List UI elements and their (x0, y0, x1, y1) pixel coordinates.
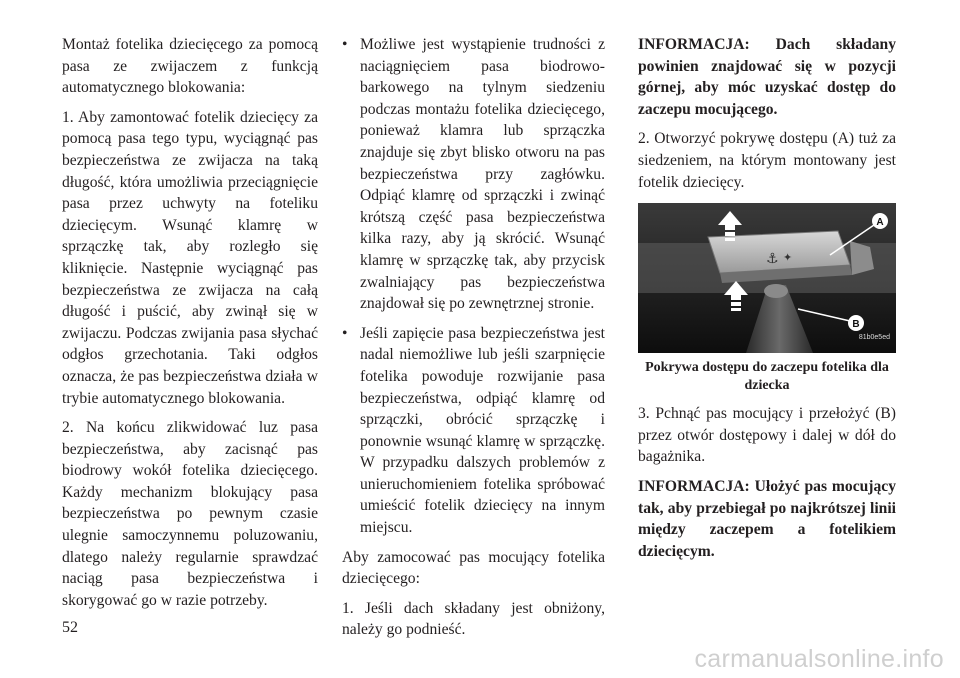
step-2-text: 2. Na końcu zlikwidować luz pasa bezpieczeństwa, aby zacisnąć pas biodrowy wokół fotelika dziecięcego. Każdy mechanizm blokujący pasa bezpieczeństwa po pewnym czasie ulegnie samoczynnemu poluzowaniu, dlatego należy regularnie sprawdzać naciąg pasa bezpieczeństwa i skorygować go w razie potrzeby. (62, 419, 318, 609)
bullet-item (342, 34, 605, 315)
bullet-item (342, 323, 605, 539)
note-shortest-path: INFORMACJA: Ułożyć pas mocujący tak, aby przebiegał po najkrótszej linii między zaczepem a fotelikiem dziecięcym. (638, 477, 896, 560)
access-cover-illustration (638, 203, 896, 353)
bullet-symbol: • (342, 36, 348, 53)
tether-intro-text: Montaż fotelika dziecięcego za pomocą pasa ze zwijaczem z funkcją automatycznego blokowania: (62, 36, 318, 97)
bullet-text: Możliwe jest wystąpienie trudności z naciągnięciem pasa biodrowo-barkowego na tylnym siedzeniu podczas montażu fotelika dziecięcego, ponieważ klamra lub sprzączka znajduje się zbyt blisko otworu na pas bezpieczeństwa przy zagłówku. Odpiąć klamrę od sprzączki i zwinąć krótszą część pasa bezpieczeństwa kilka razy, aby ją skrócić. Wsunąć klamrę w sprzączkę tak, aby przycisk zwalniający pas bezpieczeństwa znajdował się po zewnętrznej stronie. (360, 36, 605, 313)
step-1-text: 1. Aby zamontować fotelik dziecięcy za pomocą pasa tego typu, wyciągnąć pas bezpieczeństwa ze zwijacza na taką długość, która umożliwia przeciągnięcie pasa przez uchwyty na foteliku dziecięcym. Wsunąć klamrę w sprzączkę tak, aby rozległo się kliknięcie. Następnie wyciągnąć pas bezpieczeństwa ze zwijacza na całą długość i puścić, aby zwinął się w zwijaczu. Podczas zwijania pasa słychać odgłos grzechotania. Taki odgłos oznacza, że pas bezpieczeństwa działa w trybie automatycznego blokowania. (62, 108, 318, 407)
tether-step-1: 1. Jeśli dach składany jest obniżony, należy go podnieść. (342, 599, 605, 639)
column-middle (342, 34, 605, 649)
tether-step-3: 3. Pchnąć pas mocujący i przełożyć (B) przez otwór dostępowy i dalej w dół do bagażnika. (638, 405, 896, 466)
figure-caption: Pokrywa dostępu do zaczepu fotelika dla dziecka (645, 360, 889, 394)
column-left (62, 34, 318, 619)
column-right (638, 34, 896, 570)
bullet-symbol: • (342, 324, 348, 342)
callout-b-label: B (852, 319, 860, 331)
page-number: 52 (62, 619, 78, 636)
tether-step-2: 2. Otworzyć pokrywę dostępu (A) tuż za siedzeniem, na którym montowany jest fotelik dziecięcy. (638, 130, 896, 191)
note-top-position: INFORMACJA: Dach składany powinien znajdować się w pozycji górnej, aby móc uzyskać dostęp do zaczepu mocującego. (638, 36, 896, 118)
svg-text:✦: ✦ (783, 251, 793, 265)
callout-a-label: A (876, 217, 884, 229)
tether-mount-intro: Aby zamocować pas mocujący fotelika dziecięcego: (342, 548, 605, 588)
access-cover-figure (638, 203, 896, 353)
svg-text:⚓: ⚓ (766, 251, 779, 268)
figure-id: 81b0e5ed (858, 333, 890, 341)
bullet-text: Jeśli zapięcie pasa bezpieczeństwa jest nadal niemożliwe lub jeśli szarpnięcie fotelika powoduje rozwijanie pasa bezpieczeństwa, odpiąć klamrę od sprzączki, obrócić sprzączkę i ponownie wsunąć klamrę w sprzączkę. W przypadku dalszych problemów z unieruchomieniem fotelika spróbować umieścić fotelik dziecięcy na innym miejscu. (360, 324, 605, 537)
watermark: carmanualsonline.info (694, 645, 944, 673)
